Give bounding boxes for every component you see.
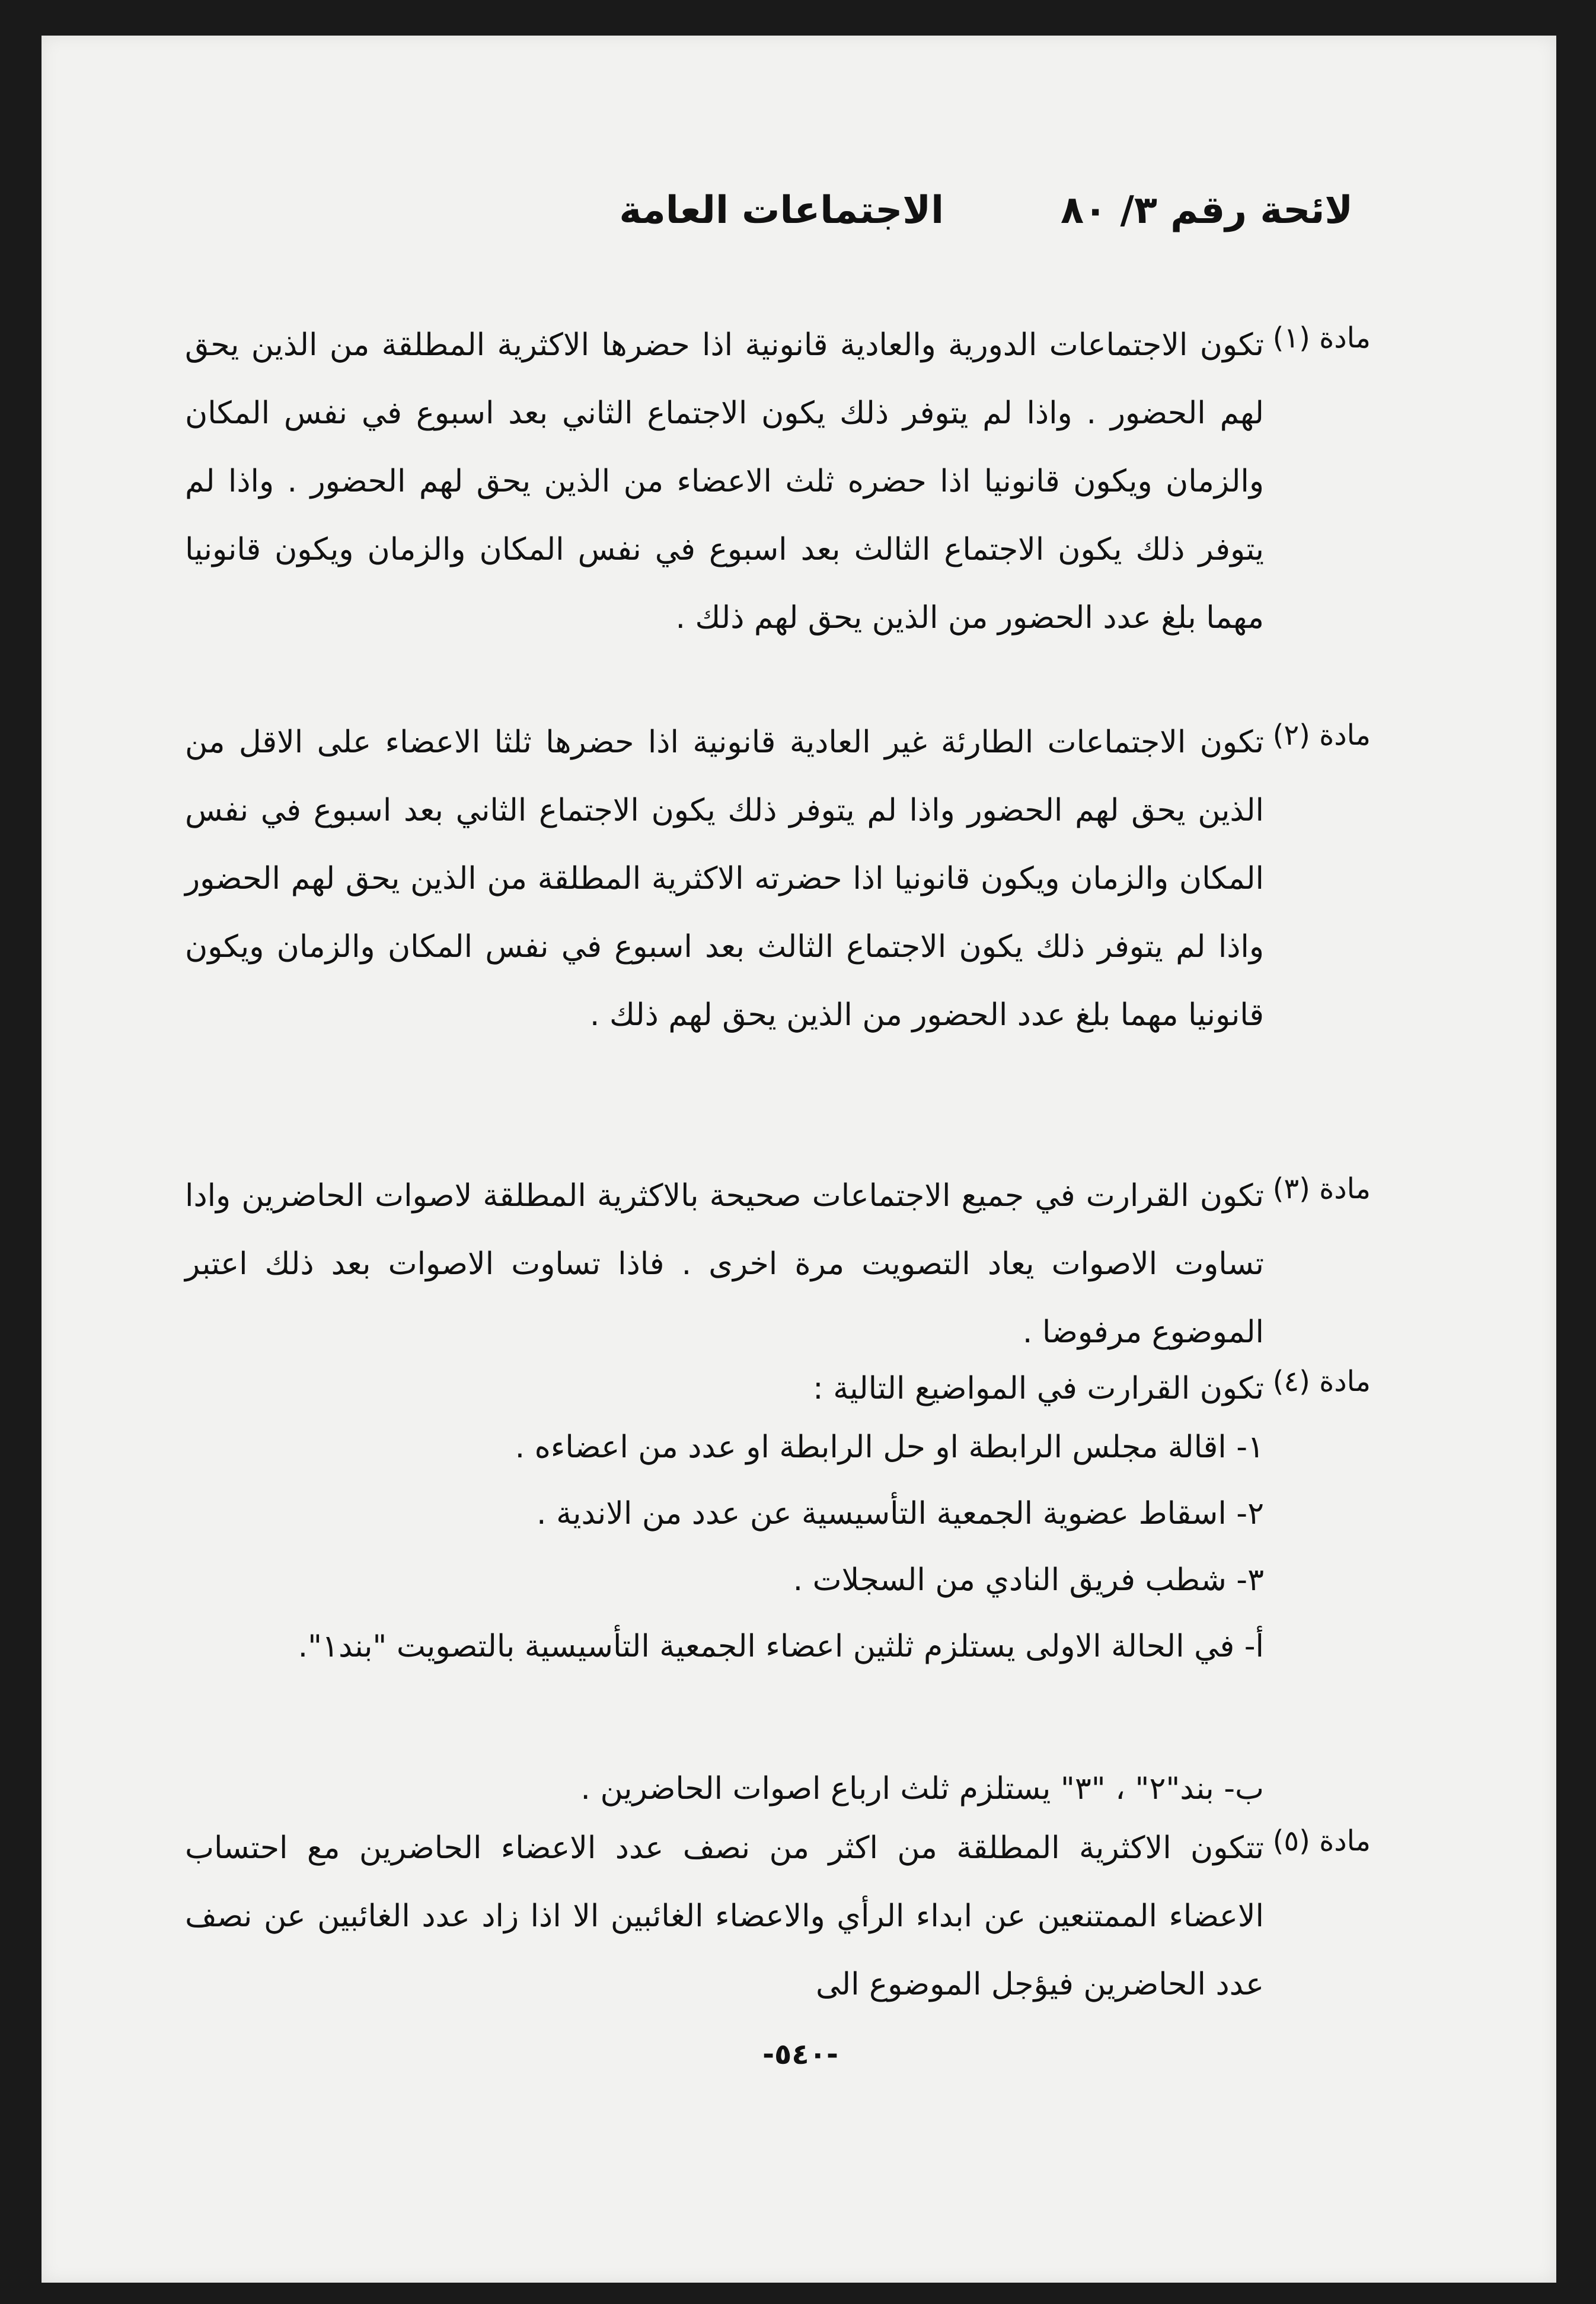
article-text: تكون القرارت في جميع الاجتماعات صحيحة بالاكثرية المطلقة لاصوات الحاضرين وادا تساوت الاصوات يعاد التصويت مرة اخرى . فاذا تساوت الاصوات بعد ذلك اعتبر الموضوع مرفوضا . [185,1178,1264,1350]
title-subject: الاجتماعات العامة [619,189,944,232]
article-label: مادة (٥) [1272,1824,1371,1858]
article-4-list [434,1414,1264,1613]
article-label: مادة (١) [1272,321,1371,355]
list-item: ٣- شطب فريق النادي من السجلات . [793,1562,1264,1598]
list-item: ٢- اسقاط عضوية الجمعية التأسيسية عن عدد من الاندية . [537,1496,1264,1531]
title-number: لائحة رقم ٣/ ٨٠ [1061,189,1353,232]
article-text: تتكون الاكثرية المطلقة من اكثر من نصف عدد الاعضاء الحاضرين مع احتساب الاعضاء الممتنعين عن ابداء الرأي والاعضاء الغائبين الا اذا زاد عدد الغائبين عن نصف عدد الحاضرين فيؤجل الموضوع الى [185,1830,1264,2002]
article-text: تكون الاجتماعات الدورية والعادية قانونية اذا حضرها الاكثرية المطلقة من الذين يحق لهم الحضور . واذا لم يتوفر ذلك يكون الاجتماع الثاني بعد اسبوع في نفس المكان والزمان ويكون قانونيا اذا حضره ثلث الاعضاء من الذين يحق لهم الحضور . واذا لم يتوفر ذلك يكون الاجتماع الثالث بعد اسبوع في نفس المكان والزمان ويكون قانونيا مهما بلغ عدد الحضور من الذين يحق لهم ذلك . [185,327,1264,636]
article-label: مادة (٢) [1272,719,1371,752]
document-title [594,178,1353,243]
article-4-note-b: ب- بند"٢" ، "٣" يستلزم ثلث ارباع اصوات الحاضرين . [580,1771,1264,1807]
article-label: مادة (٤) [1272,1365,1371,1398]
article-label: مادة (٣) [1272,1172,1371,1205]
article-text: تكون القرارت في المواضيع التالية : [813,1371,1264,1406]
article-text: تكون الاجتماعات الطارئة غير العادية قانونية اذا حضرها ثلثا الاعضاء على الاقل من الذين يحق لهم الحضور واذا لم يتوفر ذلك يكون الاجتماع الثاني بعد اسبوع في نفس المكان والزمان ويكون قانونيا اذا حضرته الاكثرية المطلقة من الذين يحق لهم الحضور واذا لم يتوفر ذلك يكون الاجتماع الثالث بعد اسبوع في نفس المكان والزمان ويكون قانونيا مهما بلغ عدد الحضور من الذين يحق لهم ذلك . [185,725,1264,1033]
article-4-note-a: أ- في الحالة الاولى يستلزم ثلثين اعضاء الجمعية التأسيسية بالتصويت "بند١". [298,1629,1264,1664]
list-item: ١- اقالة مجلس الرابطة او حل الرابطة او عدد من اعضاءه . [515,1429,1264,1465]
page-number: -٥٤٠- [762,2038,838,2071]
